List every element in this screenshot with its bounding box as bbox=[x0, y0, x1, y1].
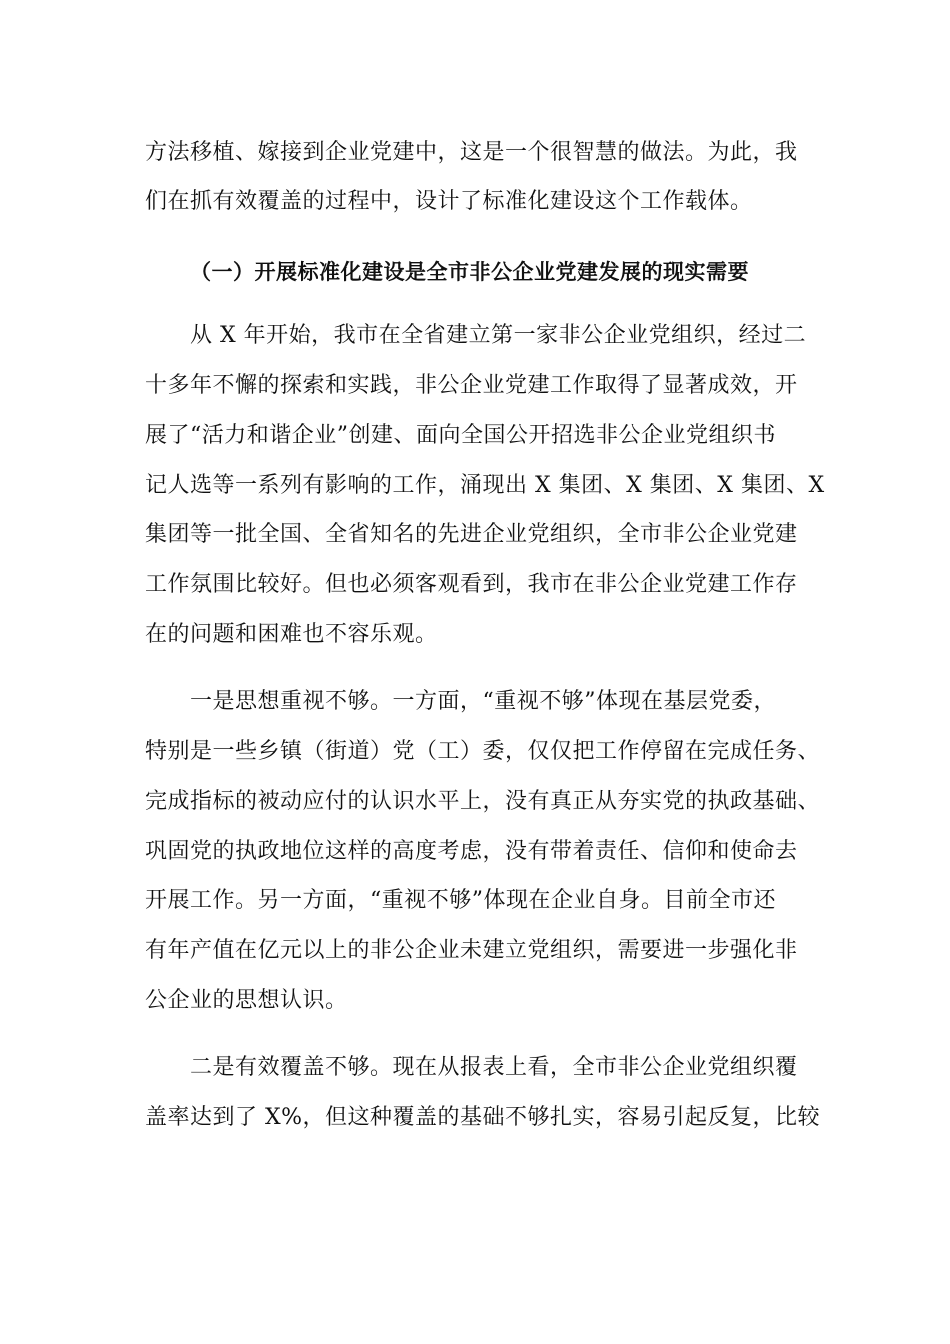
text-line: 工作氛围比较好。但也必须客观看到，我市在非公企业党建工作存 bbox=[145, 572, 798, 597]
text-line: 集团等一批全国、全省知名的先进企业党组织，全市非公企业党建 bbox=[145, 522, 798, 547]
section-heading: （一）开展标准化建设是全市非公企业党建发展的现实需要 bbox=[190, 260, 749, 284]
text-line: 记人选等一系列有影响的工作，涌现出 X 集团、X 集团、X 集团、X bbox=[145, 473, 825, 498]
text-line: 在的问题和困难也不容乐观。 bbox=[145, 622, 438, 647]
text-line: 方法移植、嫁接到企业党建中，这是一个很智慧的做法。为此，我 bbox=[145, 140, 798, 165]
text-line: 十多年不懈的探索和实践，非公企业党建工作取得了显著成效，开 bbox=[145, 373, 798, 398]
text-line: 完成指标的被动应付的认识水平上，没有真正从夯实党的执政基础、 bbox=[145, 789, 821, 814]
text-line: 展了“活力和谐企业”创建、面向全国公开招选非公企业党组织书 bbox=[145, 423, 776, 448]
text-line: 巩固党的执政地位这样的高度考虑，没有带着责任、信仰和使命去 bbox=[145, 839, 798, 864]
text-line: 二是有效覆盖不够。现在从报表上看，全市非公企业党组织覆 bbox=[190, 1055, 798, 1080]
text-line: 特别是一些乡镇（街道）党（工）委，仅仅把工作停留在完成任务、 bbox=[145, 739, 821, 764]
text-line: 开展工作。另一方面，“重视不够”体现在企业自身。目前全市还 bbox=[145, 888, 776, 913]
text-line: 有年产值在亿元以上的非公企业未建立党组织，需要进一步强化非 bbox=[145, 938, 798, 963]
text-line: 一是思想重视不够。一方面，“重视不够”体现在基层党委， bbox=[190, 689, 776, 714]
text-line: 公企业的思想认识。 bbox=[145, 988, 348, 1013]
text-line: 们在抓有效覆盖的过程中，设计了标准化建设这个工作载体。 bbox=[145, 189, 753, 214]
text-line: 从 X 年开始，我市在全省建立第一家非公企业党组织，经过二 bbox=[190, 323, 807, 348]
text-line: 盖率达到了 X%，但这种覆盖的基础不够扎实，容易引起反复，比较 bbox=[145, 1105, 821, 1130]
